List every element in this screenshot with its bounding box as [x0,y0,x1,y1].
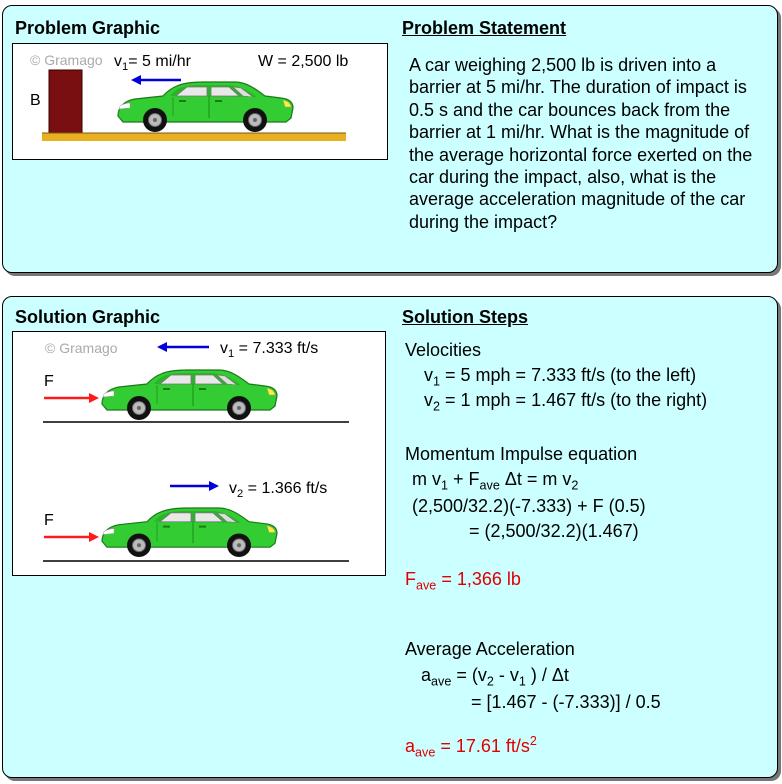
impulse-substitution-rhs: = (2,500/32.2)(1.467) [469,521,639,541]
problem-graphic-heading: Problem Graphic [15,18,161,38]
arrow-head-right [209,481,219,491]
acceleration-equation: $a_{ave} = (v_2 - v_1$ ) / Δt [421,665,569,689]
force-arrow-head-top [89,393,99,403]
acceleration-substitution: = [1.467 - (-7.333)] / 0.5 [471,692,661,712]
velocities-title: Velocities [405,340,482,360]
force-label-top: F [44,373,54,390]
bottom-velocity-label: $v_2 = 1.366$ ft/s [229,480,328,500]
force-answer: $F_{ave} = 1,366$ lb [405,569,521,593]
force-label-bottom: F [44,512,54,529]
problem-scene [13,44,387,159]
problem-statement-heading: Problem Statement [402,18,567,38]
car-icon-top [102,370,277,420]
arrow-head-left [157,342,167,352]
v2-equation: $v_2 = 1$ mph = 1.467 ft/s (to the right) [424,390,708,414]
impulse-substitution: (2,500/32.2)(-7.333) + F (0.5) [412,496,646,516]
copyright-text: © Gramago [30,52,103,68]
v1-equation: $v_1 = 5$ mph = 7.333 ft/s (to the left) [424,365,697,389]
weight-label: W = 2,500 lb [258,53,349,70]
acceleration-answer: $a_{ave} = 17.61$ $ft/s^2$ [405,734,537,760]
arrow-head-left [131,75,141,85]
impulse-equation: m $v_1 + F_{ave}$ Δt = m $v_2$ [412,469,579,493]
problem-statement-text: A car weighing 2,500 lb is driven into a barrier at 5 mi/hr. The duration of impact is 0.5 s and the car bounces back from the barrier at 1 mi/hr. What is the magnitude of the average horizontal force exerted on the car during the impact, also, what is the average acceleration magnitude of the car during the impact? [409,55,753,232]
solution-graphic-heading: Solution Graphic [15,307,161,327]
solution-steps-heading: Solution Steps [402,307,528,327]
solution-scene [13,332,385,575]
ground-strip [42,133,346,141]
barrier-label: B [30,92,41,109]
car-icon [118,82,293,132]
car-icon-bottom [102,508,277,557]
v1-label: $v_1= 5$ mi/hr [114,53,191,73]
solution-graphic [12,331,386,576]
copyright-text: © Gramago [45,340,118,356]
problem-graphic [12,43,388,160]
top-velocity-label: $v_1 = 7.333$ ft/s [220,340,319,360]
force-arrow-head-bottom [89,532,99,542]
problem-panel [2,5,778,273]
barrier-block [49,70,82,134]
solution-panel [2,296,778,778]
impulse-title: Momentum Impulse equation [405,444,638,464]
acceleration-title: Average Acceleration [405,639,575,659]
